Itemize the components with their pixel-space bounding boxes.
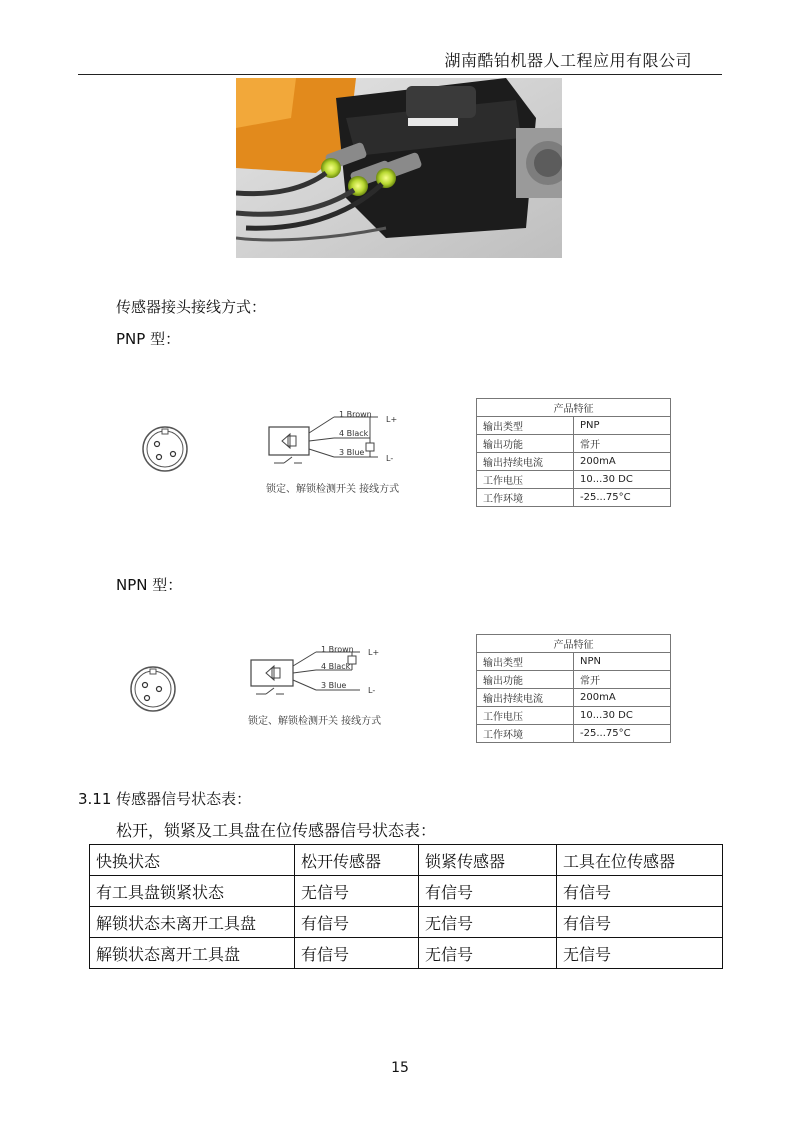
spec-key: 工作电压 <box>477 471 574 489</box>
npn-spec-table <box>476 634 671 743</box>
table-cell: 无信号 <box>295 876 419 907</box>
table-row <box>477 471 671 489</box>
spec-value: 200mA <box>574 453 671 471</box>
table-row <box>477 435 671 453</box>
spec-key: 输出持续电流 <box>477 689 574 707</box>
spec-value: 200mA <box>574 689 671 707</box>
spec-value: 常开 <box>574 435 671 453</box>
spec-key: 工作电压 <box>477 707 574 725</box>
section-311-heading: 3.11 传感器信号状态表： <box>78 790 252 808</box>
spec-key: 输出功能 <box>477 671 574 689</box>
header-company-name: 湖南酷铂机器人工程应用有限公司 <box>444 51 692 70</box>
table-row <box>477 725 671 743</box>
table-cell: 解锁状态离开工具盘 <box>90 938 295 969</box>
table-row <box>477 653 671 671</box>
signal-status-table <box>89 844 723 969</box>
table-header-cell: 锁紧传感器 <box>419 845 557 876</box>
page-number: 15 <box>391 1060 409 1076</box>
table-header-cell: 工具在位传感器 <box>557 845 723 876</box>
spec-value: 10...30 DC <box>574 471 671 489</box>
table-row <box>90 876 723 907</box>
npn-wiring-diagram <box>248 640 408 720</box>
spec-value: PNP <box>574 417 671 435</box>
spec-value: -25...75°C <box>574 725 671 743</box>
product-photo <box>236 78 562 258</box>
table-cell: 有信号 <box>557 907 723 938</box>
table-cell: 有信号 <box>295 938 419 969</box>
spec-value: 常开 <box>574 671 671 689</box>
spec-key: 输出持续电流 <box>477 453 574 471</box>
npn-connector-pinout-icon <box>128 664 178 714</box>
table-header-row <box>90 845 723 876</box>
spec-value: -25...75°C <box>574 489 671 507</box>
npn-spec-title: 产品特征 <box>477 635 671 653</box>
spec-key: 工作环境 <box>477 725 574 743</box>
table-cell: 有信号 <box>557 876 723 907</box>
spec-key: 输出类型 <box>477 417 574 435</box>
pnp-caption: 锁定、解锁检测开关 接线方式 <box>266 484 400 495</box>
spec-key: 输出类型 <box>477 653 574 671</box>
npn-terminal-plus: L+ <box>368 648 380 657</box>
spec-value: 10...30 DC <box>574 707 671 725</box>
pnp-spec-title: 产品特征 <box>477 399 671 417</box>
table-row <box>477 417 671 435</box>
table-row <box>477 453 671 471</box>
pnp-heading: PNP 型： <box>116 330 181 348</box>
pnp-wiring-diagram <box>266 405 426 485</box>
npn-wire-label-brown: 1 Brown <box>321 645 354 654</box>
table-cell: 解锁状态未离开工具盘 <box>90 907 295 938</box>
table-cell: 有信号 <box>419 876 557 907</box>
table-row <box>477 671 671 689</box>
npn-wire-label-blue: 3 Blue <box>321 681 347 690</box>
spec-value: NPN <box>574 653 671 671</box>
pnp-wire-label-brown: 1 Brown <box>339 410 372 419</box>
pnp-wire-label-blue: 3 Blue <box>339 448 365 457</box>
table-cell: 无信号 <box>557 938 723 969</box>
table-cell: 无信号 <box>419 938 557 969</box>
pnp-connector-pinout-icon <box>140 424 190 474</box>
table-row <box>477 489 671 507</box>
table-cell: 有信号 <box>295 907 419 938</box>
header-rule <box>78 74 722 75</box>
npn-caption: 锁定、解锁检测开关 接线方式 <box>248 716 382 727</box>
table-row <box>477 707 671 725</box>
table-cell: 有工具盘锁紧状态 <box>90 876 295 907</box>
status-table-subtitle: 松开，锁紧及工具盘在位传感器信号状态表： <box>116 821 437 840</box>
spec-key: 工作环境 <box>477 489 574 507</box>
table-row <box>477 689 671 707</box>
spec-key: 输出功能 <box>477 435 574 453</box>
table-row <box>90 938 723 969</box>
table-row <box>90 907 723 938</box>
wiring-heading: 传感器接头接线方式： <box>116 298 267 316</box>
npn-heading: NPN 型： <box>116 576 183 594</box>
table-header-cell: 松开传感器 <box>295 845 419 876</box>
pnp-wire-label-black: 4 Black <box>339 429 369 438</box>
table-cell: 无信号 <box>419 907 557 938</box>
pnp-terminal-plus: L+ <box>386 415 398 424</box>
npn-terminal-minus: L- <box>368 686 376 695</box>
table-header-cell: 快换状态 <box>90 845 295 876</box>
pnp-terminal-minus: L- <box>386 454 394 463</box>
npn-wire-label-black: 4 Black <box>321 662 351 671</box>
pnp-spec-table <box>476 398 671 507</box>
